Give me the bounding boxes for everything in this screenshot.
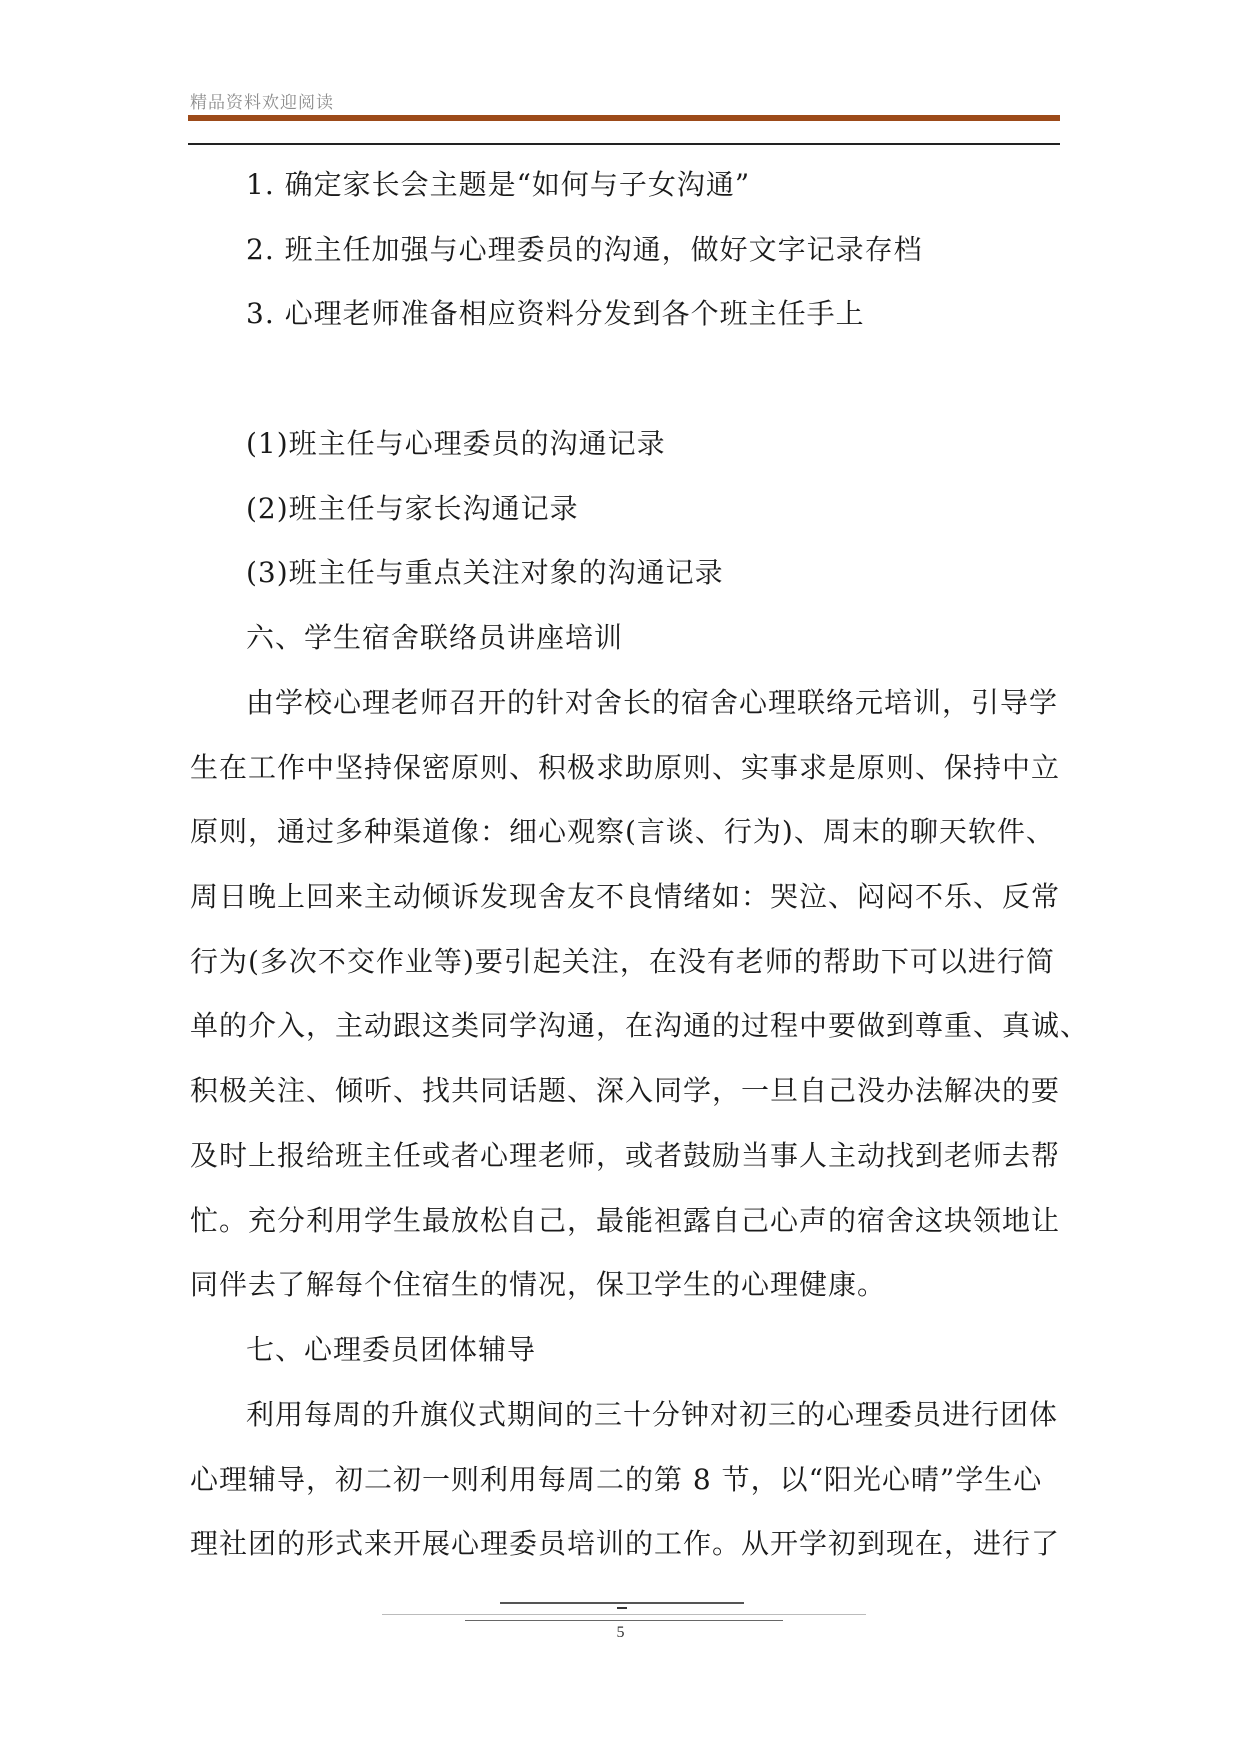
list-item-2: 2. 班主任加强与心理委员的沟通，做好文字记录存档 (246, 233, 923, 266)
header-rule-thick (188, 115, 1060, 121)
footer-rule (465, 1620, 783, 1621)
paragraph-6-line: 忙。充分利用学生最放松自己，最能袒露自己心声的宿舍这块领地让 (190, 1204, 1061, 1237)
paragraph-6-line: 单的介入，主动跟这类同学沟通，在沟通的过程中要做到尊重、真诚、 (190, 1009, 1090, 1042)
paragraph-6-line: 及时上报给班主任或者心理老师，或者鼓励当事人主动找到老师去帮 (190, 1139, 1061, 1172)
sub-item-2: (2)班主任与家长沟通记录 (246, 492, 579, 525)
footer-rule (500, 1602, 744, 1604)
footer-rule (382, 1614, 866, 1615)
paragraph-7-line: 利用每周的升旗仪式期间的三十分钟对初三的心理委员进行团体 (246, 1398, 1059, 1431)
paragraph-7-line: 理社团的形式来开展心理委员培训的工作。从开学初到现在，进行了 (190, 1527, 1061, 1560)
header-rule-thin (188, 143, 1060, 145)
sub-item-3: (3)班主任与重点关注对象的沟通记录 (246, 556, 724, 589)
list-item-1: 1. 确定家长会主题是“如何与子女沟通” (246, 168, 751, 201)
paragraph-6-line: 同伴去了解每个住宿生的情况，保卫学生的心理健康。 (190, 1268, 887, 1301)
paragraph-6-line: 由学校心理老师召开的针对舍长的宿舍心理联络元培训，引导学 (246, 686, 1059, 719)
section-heading-7: 七、心理委员团体辅导 (246, 1333, 537, 1366)
page-number: 5 (616, 1624, 625, 1641)
paragraph-6-line: 生在工作中坚持保密原则、积极求助原则、实事求是原则、保持中立 (190, 751, 1061, 784)
sub-item-1: (1)班主任与心理委员的沟通记录 (246, 427, 666, 460)
paragraph-6-line: 原则，通过多种渠道像：细心观察(言谈、行为)、周末的聊天软件、 (190, 815, 1055, 848)
list-item-3: 3. 心理老师准备相应资料分发到各个班主任手上 (246, 297, 865, 330)
paragraph-7-line: 心理辅导，初二初一则利用每周二的第 8 节，以“阳光心晴”学生心 (190, 1463, 1043, 1496)
paragraph-6-line: 积极关注、倾听、找共同话题、深入同学，一旦自己没办法解决的要 (190, 1074, 1061, 1107)
page-header-text: 精品资料欢迎阅读 (190, 93, 334, 113)
paragraph-6-line: 行为(多次不交作业等)要引起关注，在没有老师的帮助下可以进行简 (190, 945, 1055, 978)
paragraph-6-line: 周日晚上回来主动倾诉发现舍友不良情绪如：哭泣、闷闷不乐、反常 (190, 880, 1061, 913)
section-heading-6: 六、学生宿舍联络员讲座培训 (246, 621, 624, 654)
